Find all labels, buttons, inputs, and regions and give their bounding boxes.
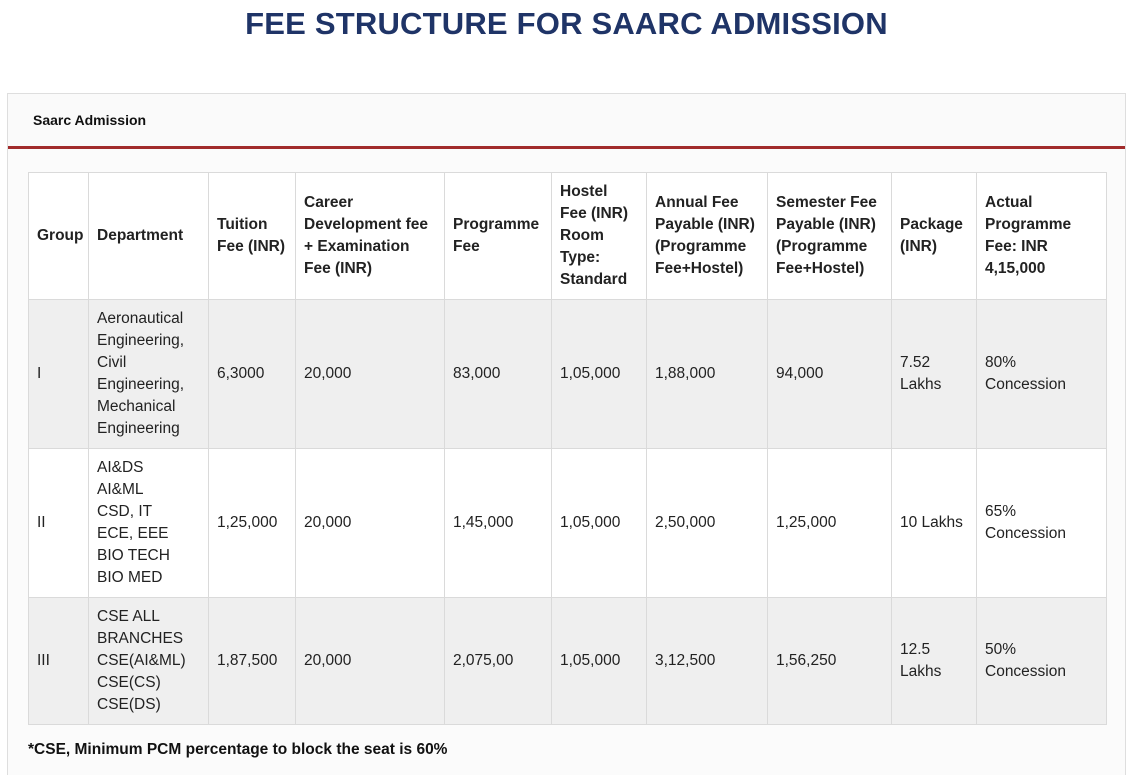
department-line: Aeronautical Engineering, <box>97 310 185 349</box>
fee-table <box>28 172 1107 725</box>
cell-package: 12.5 Lakhs <box>892 598 977 725</box>
admission-panel <box>7 93 1126 775</box>
department-line: Civil Engineering, <box>97 354 185 393</box>
header-group: Group <box>29 173 89 300</box>
page-title: FEE STRUCTURE FOR SAARC ADMISSION <box>245 6 888 41</box>
cell-department <box>89 449 209 598</box>
cell-hostel-fee: 1,05,000 <box>552 598 647 725</box>
department-line: CSE ALL BRANCHES <box>97 608 184 647</box>
table-row <box>29 300 1107 449</box>
cell-hostel-fee: 1,05,000 <box>552 449 647 598</box>
panel-header[interactable] <box>8 94 1125 149</box>
cell-annual-fee: 1,88,000 <box>647 300 768 449</box>
cell-programme-fee: 83,000 <box>445 300 552 449</box>
table-row <box>29 598 1107 725</box>
cell-concession: 50% Concession <box>977 598 1107 725</box>
cell-semester-fee: 1,25,000 <box>768 449 892 598</box>
department-line: ECE, EEE <box>97 525 169 542</box>
cell-group: I <box>29 300 89 449</box>
table-header-row <box>29 173 1107 300</box>
cell-tuition-fee: 1,87,500 <box>209 598 296 725</box>
cell-department <box>89 300 209 449</box>
cell-group: III <box>29 598 89 725</box>
header-tuition-fee: Tuition Fee (INR) <box>209 173 296 300</box>
header-annual-fee: Annual Fee Payable (INR) (Programme Fee+Hostel) <box>647 173 768 300</box>
cell-career-exam-fee: 20,000 <box>296 449 445 598</box>
cell-hostel-fee: 1,05,000 <box>552 300 647 449</box>
cell-annual-fee: 2,50,000 <box>647 449 768 598</box>
department-line: CSD, IT <box>97 503 153 520</box>
header-actual-fee: Actual Programme Fee: INR 4,15,000 <box>977 173 1107 300</box>
cell-concession: 80% Concession <box>977 300 1107 449</box>
cell-tuition-fee: 1,25,000 <box>209 449 296 598</box>
department-line: CSE(CS) <box>97 674 161 691</box>
table-row <box>29 449 1107 598</box>
cell-package: 10 Lakhs <box>892 449 977 598</box>
header-department: Department <box>89 173 209 300</box>
department-line: AI&DS <box>97 459 144 476</box>
cell-annual-fee: 3,12,500 <box>647 598 768 725</box>
department-line: AI&ML <box>97 481 144 498</box>
header-career-exam-fee: Career Development fee + Examination Fee (INR) <box>296 173 445 300</box>
header-programme-fee: Programme Fee <box>445 173 552 300</box>
cell-semester-fee: 94,000 <box>768 300 892 449</box>
cell-career-exam-fee: 20,000 <box>296 598 445 725</box>
department-line: BIO MED <box>97 569 163 586</box>
header-package: Package (INR) <box>892 173 977 300</box>
header-hostel-fee: Hostel Fee (INR) Room Type: Standard <box>552 173 647 300</box>
department-line: Mechanical Engineering <box>97 398 180 437</box>
cell-career-exam-fee: 20,000 <box>296 300 445 449</box>
department-line: CSE(DS) <box>97 696 161 713</box>
cell-programme-fee: 1,45,000 <box>445 449 552 598</box>
header-semester-fee: Semester Fee Payable (INR) (Programme Fee+Hostel) <box>768 173 892 300</box>
cell-programme-fee: 2,075,00 <box>445 598 552 725</box>
department-line: BIO TECH <box>97 547 170 564</box>
panel-header-label: Saarc Admission <box>33 112 147 128</box>
department-line: CSE(AI&ML) <box>97 652 186 669</box>
cell-tuition-fee: 6,3000 <box>209 300 296 449</box>
cell-concession: 65% Concession <box>977 449 1107 598</box>
cell-department <box>89 598 209 725</box>
cell-package: 7.52 Lakhs <box>892 300 977 449</box>
footnote: *CSE, Minimum PCM percentage to block the seat is 60% <box>28 741 448 758</box>
cell-group: II <box>29 449 89 598</box>
cell-semester-fee: 1,56,250 <box>768 598 892 725</box>
